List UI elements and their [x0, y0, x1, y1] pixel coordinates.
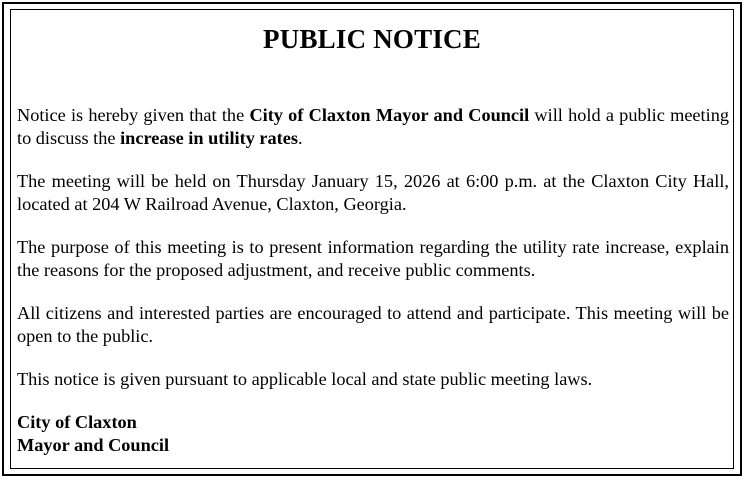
p1-topic: increase in utility rates [120, 128, 298, 148]
paragraph-meeting-announcement [17, 104, 729, 150]
paragraph-public-invitation: All citizens and interested parties are encouraged to attend and participate. This meeting will be open to the public. [17, 303, 729, 346]
p1-text-middle: will hold a public meeting to discuss the [17, 105, 729, 148]
paragraph-meeting-details: The meeting will be held on Thursday January 15, 2026 at 6:00 p.m. at the Claxton City Hall, located at 204 W Railroad Avenue, Claxton, Georgia. [17, 171, 729, 214]
p1-organization: City of Claxton Mayor and Council [249, 105, 530, 125]
notice-inner-border [10, 9, 734, 469]
notice-title: PUBLIC NOTICE [263, 24, 481, 54]
signature-line-council: Mayor and Council [17, 435, 170, 455]
notice-body [17, 104, 729, 457]
notice-frame [2, 2, 742, 476]
paragraph-legal-basis: This notice is given pursuant to applicable local and state public meeting laws. [17, 369, 593, 389]
p1-text-before-org: Notice is hereby given that the [17, 105, 250, 125]
p1-text-end: . [297, 128, 303, 148]
signature-line-city: City of Claxton [17, 412, 137, 432]
paragraph-meeting-purpose: The purpose of this meeting is to present information regarding the utility rate increase, explain the reasons for the proposed adjustment, and receive public comments. [17, 237, 729, 280]
